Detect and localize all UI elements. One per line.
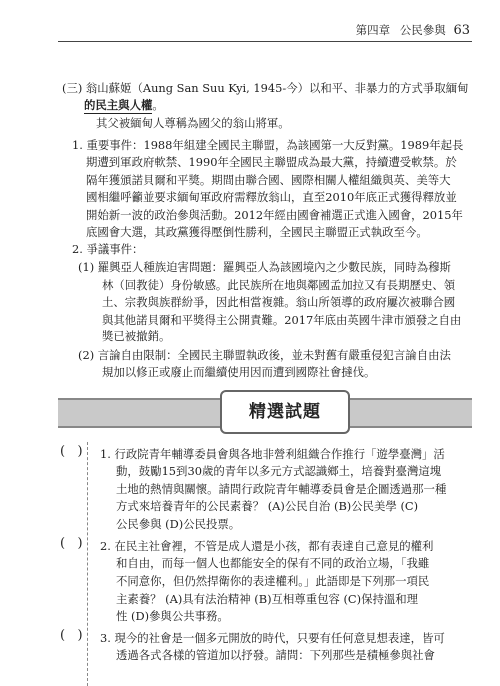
answer-blank[interactable]: ( ): [60, 535, 83, 551]
controversy-line: (2) 言論自由限制：全國民主聯盟執政後，並未對舊有嚴重侵犯言論自由法: [78, 347, 451, 362]
header-rule: [58, 41, 472, 42]
question-line: 1. 行政院青年輔導委員會與各地非營利組織合作推行「遊學臺灣」活: [100, 446, 445, 461]
controversy-line: 規加以修正或廢止而繼續使用因而遭到國際社會撻伐。: [102, 365, 376, 380]
events-line: 期遭到軍政府軟禁、1990年全國民主聯盟成為最大黨，持續遭受軟禁。於: [86, 155, 457, 170]
section-title: 精選試題: [220, 390, 350, 434]
question-line: 主素養？ (A)具有法治精神 (B)互相尊重包容 (C)保持溫和理: [116, 591, 419, 606]
question-line: 透過各式各樣的管道加以抒發。請問：下列那些是積極參與社會: [116, 648, 435, 663]
chapter-title: 公民參與: [399, 23, 446, 37]
running-header: [290, 22, 470, 38]
chapter-label: 第四章: [355, 23, 391, 37]
controversy-line: 土、宗教與族群紛爭，因此相當複雜。翁山所領導的政府屢次被聯合國: [102, 295, 456, 310]
controversy-line: 與其他諾貝爾和平獎得主公開責難。2017年底由英國牛津市頒發之自由: [102, 312, 462, 327]
answer-blank[interactable]: ( ): [60, 627, 83, 643]
question-line: 3. 現今的社會是一個多元開放的時代，只要有任何意見想表達，皆可: [100, 630, 445, 645]
intro-line-2: 的民主與人權。: [84, 98, 164, 113]
section-banner: [58, 390, 472, 434]
page-number: 63: [453, 23, 470, 38]
events-line: 1. 重要事件：1988年組建全國民主聯盟，為該國第一大反對黨。1989年起長: [72, 137, 464, 152]
question-line: 2. 在民主社會裡，不管是成人還是小孩，都有表達自己意見的權利: [100, 538, 434, 553]
question-line: 公民參與 (D)公民投票。: [116, 517, 241, 531]
controversy-line: (1) 羅興亞人種族迫害問題：羅興亞人為該國境內之少數民族，同時為穆斯: [78, 260, 451, 275]
intro-line-3: 其父被緬甸人尊稱為國父的翁山將軍。: [96, 116, 290, 131]
question-line: 動，鼓勵15到30歲的青年以多元方式認識鄉土，培養對臺灣這塊: [116, 464, 442, 479]
intro-line-1: (三) 翁山蘇姬（Aung San Suu Kyi, 1945-今）以和平、非暴力的方式爭取緬甸: [62, 80, 469, 95]
emphasis-democracy-human-rights: 的民主與人權: [84, 98, 153, 113]
controversy-heading: 2. 爭議事件：: [72, 241, 144, 256]
controversy-line: 林（回教徒）身份敏感。此民族所在地與鄰國孟加拉又有長期歷史、領: [102, 277, 456, 292]
events-line: 底國會大選，其政黨獲得壓倒性勝利，全國民主聯盟正式執政至今。: [86, 225, 428, 240]
question-line: 土地的熱情與關懷。請問行政院青年輔導委員會是企圖透過那一種: [116, 481, 447, 496]
controversy-line: 獎已被撤銷。: [102, 329, 171, 344]
events-line: 國相繼呼籲並要求緬甸軍政府需釋放翁山，直至2010年底正式獲得釋放並: [86, 190, 457, 205]
question-line: 性 (D)參與公共事務。: [116, 609, 229, 624]
question-line: 方式來培養青年的公民素養？ (A)公民自治 (B)公民美學 (C): [116, 499, 419, 514]
question-line: 不同意你，但仍然捍衛你的表達權利。」此語即是下列那一項民: [116, 573, 430, 588]
events-line: 隔年獲頒諾貝爾和平獎。期間由聯合國、國際相關人權組織與英、美等大: [86, 172, 451, 187]
answer-column-divider: [87, 442, 88, 686]
events-line: 開始新一波的政治參與活動。2012年經由國會補選正式進入國會，2015年: [86, 207, 463, 222]
question-line: 和自由，而每一個人也都能安全的保有不同的政治立場，「我雖: [116, 556, 430, 571]
answer-blank[interactable]: ( ): [60, 443, 83, 459]
